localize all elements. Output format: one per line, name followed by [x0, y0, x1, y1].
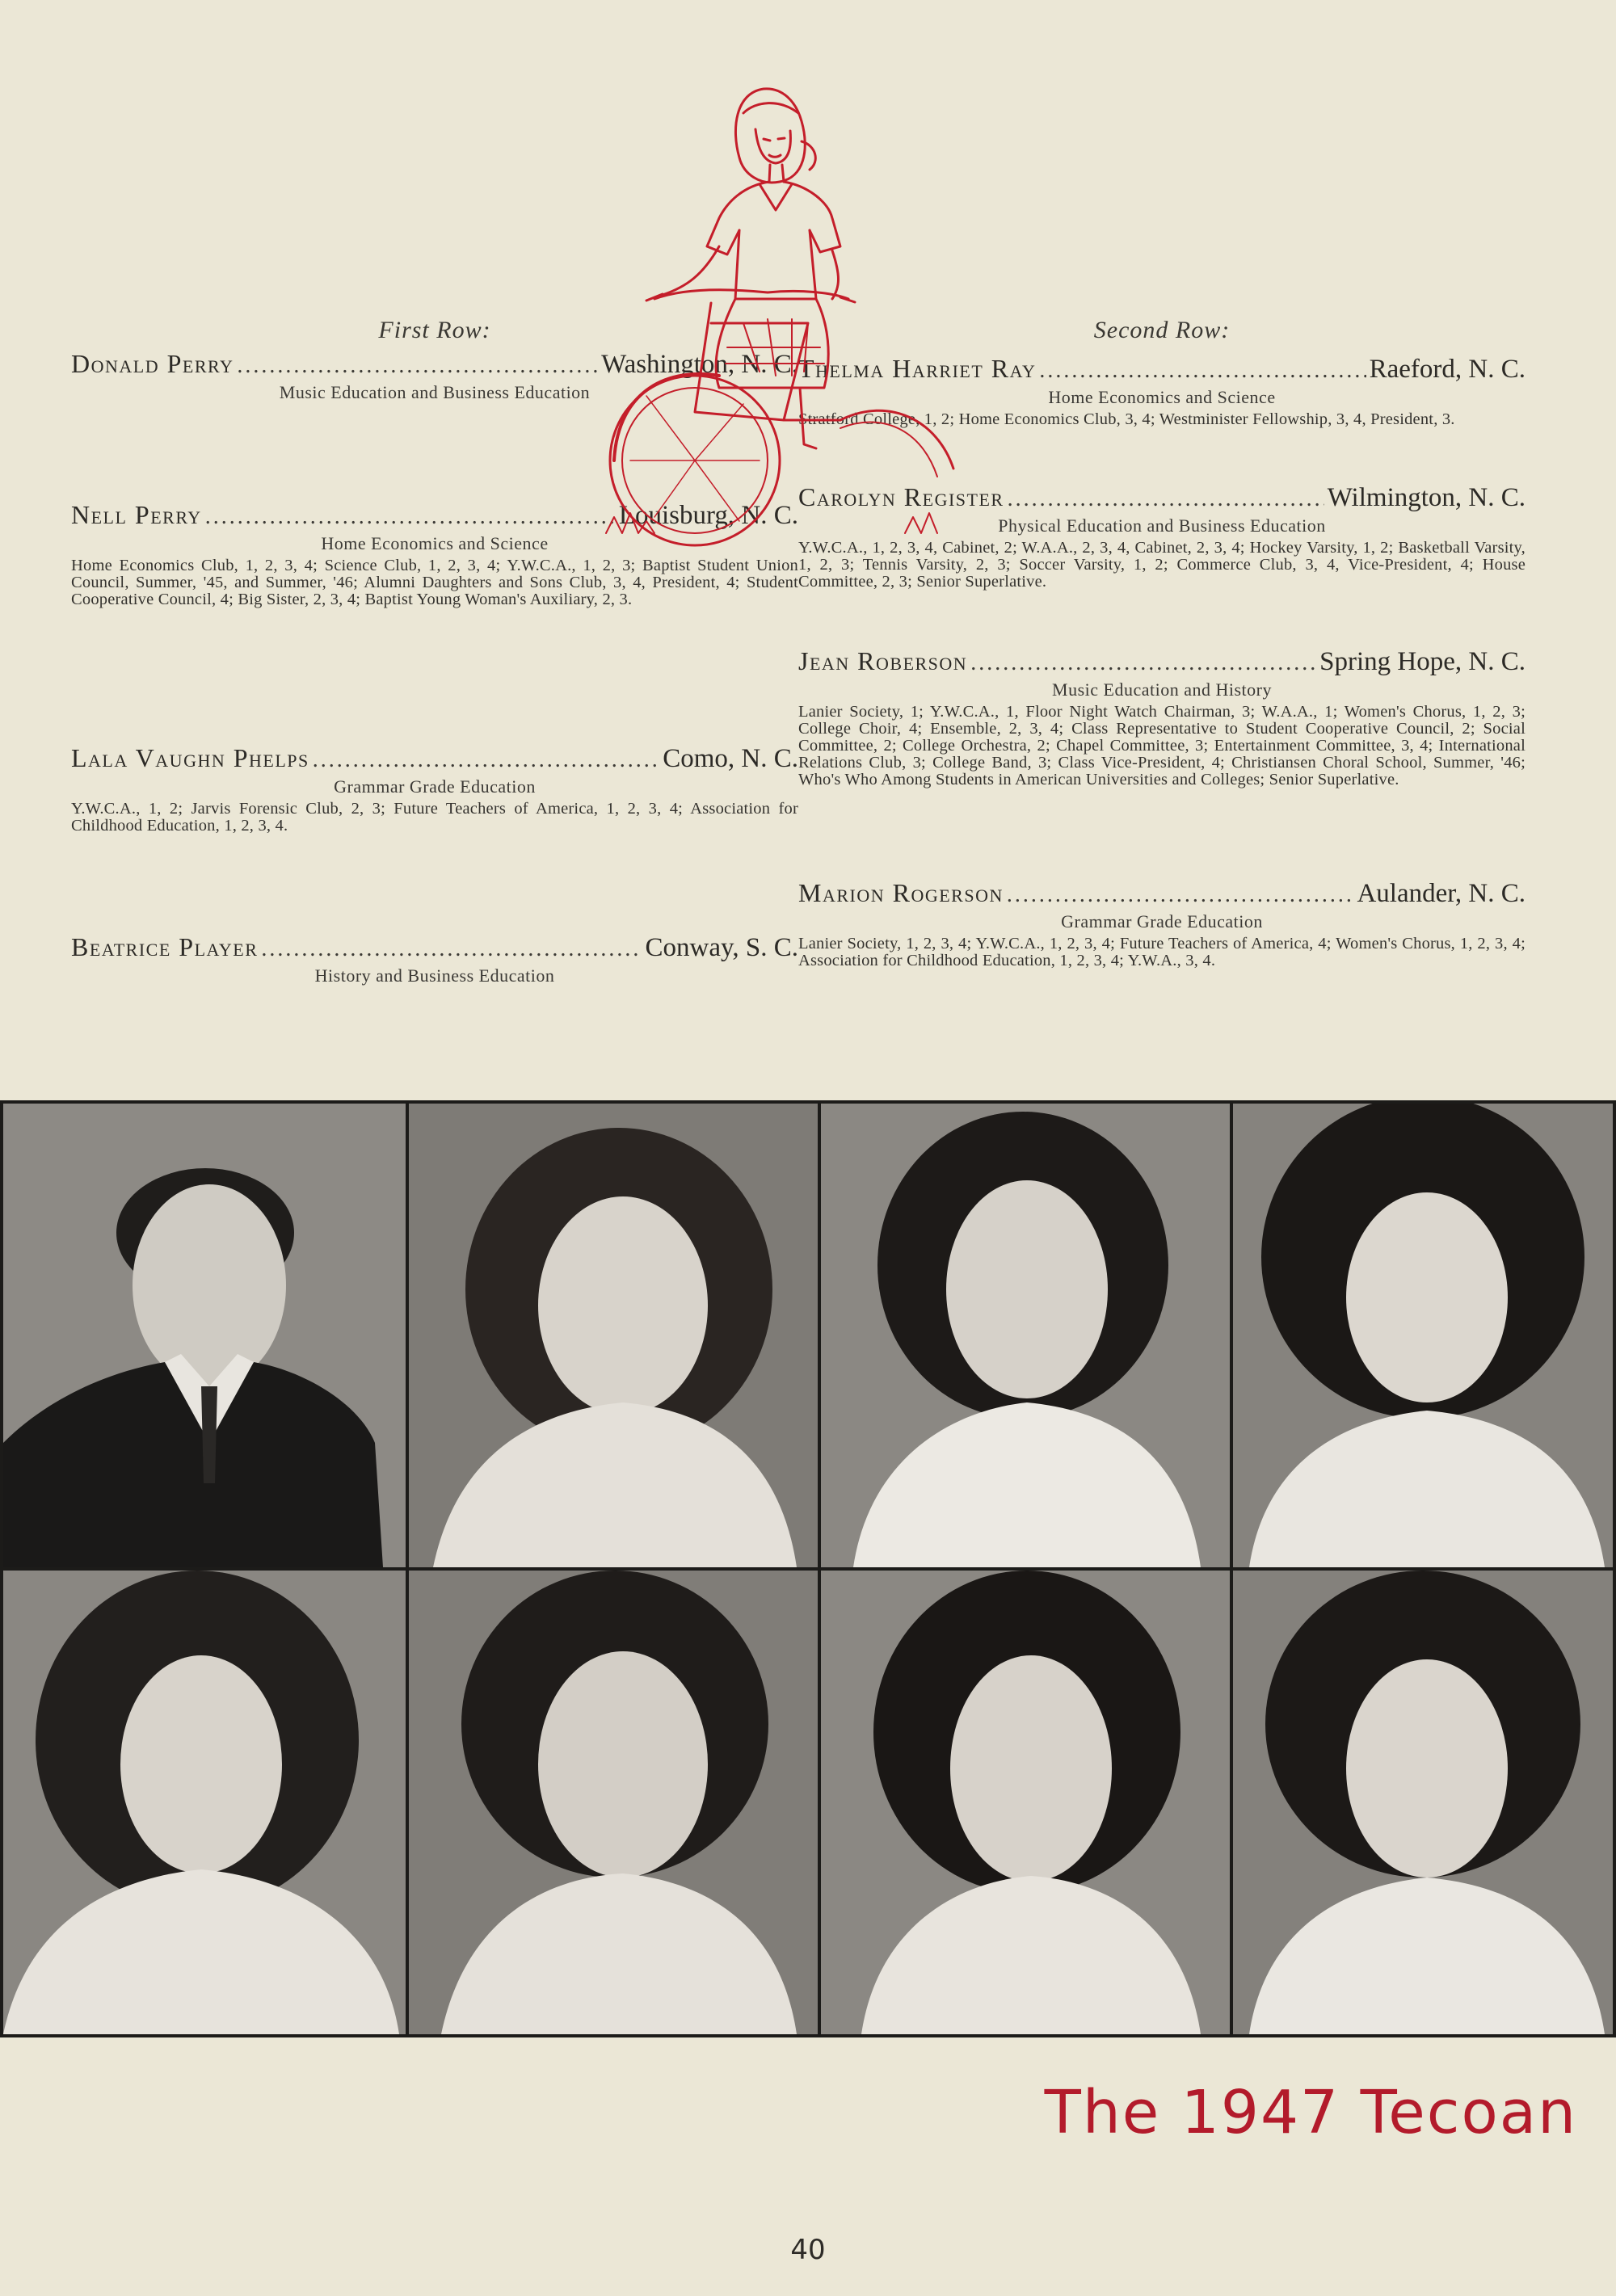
student-entry	[798, 645, 1526, 788]
portrait-photo	[821, 1571, 1230, 2034]
student-name: Carolyn Register	[798, 482, 1004, 511]
leader-dots	[261, 933, 642, 965]
woman-portrait-image	[409, 1104, 818, 1567]
student-hometown: Aulander, N. C.	[1357, 879, 1526, 908]
woman-portrait-image	[1233, 1571, 1613, 2034]
student-activities: Y.W.C.A., 1, 2, 3, 4, Cabinet, 2; W.A.A., 2, 3, 4, Cabinet, 2, 3, 4; Hockey Varsity, 1, 2; Basketball Varsity, 1, 2, 3; Tennis Varsity, 2, 3; Soccer Varsity, 1, 2; Commerce Club, 3, 4, Vice-President, 4; House Committee, 2, 3; Senior Superlative.	[798, 539, 1526, 591]
student-major: Grammar Grade Education	[1061, 911, 1263, 931]
student-name: Thelma Harriet Ray	[798, 354, 1037, 383]
yearbook-title: The 1947 Tecoan	[1044, 2078, 1577, 2147]
leader-dots	[1008, 483, 1324, 515]
student-hometown: Raeford, N. C.	[1369, 355, 1526, 384]
student-name: Jean Roberson	[798, 646, 968, 675]
portrait-photo	[1233, 1571, 1613, 2034]
student-name: Nell Perry	[71, 500, 202, 529]
leader-dots	[237, 350, 598, 382]
woman-portrait-image	[1233, 1104, 1613, 1567]
woman-portrait-image	[821, 1571, 1230, 2034]
student-major: Music Education and Business Education	[279, 382, 591, 402]
student-activities: Lanier Society, 1; Y.W.C.A., 1, Floor Night Watch Chairman, 3; W.A.A., 1; Women's Chorus, 1, 2, 3; College Choir, 4; Ensemble, 2, 3, 4; Class Representative to Student Cooperative Council, 2; Social Committee, 2; College Orchestra, 2; Chapel Committee, 3; Entertainment Committee, 3, 4; International Relations Club, 3; College Band, 3; Class Vice-President, 4; Christiansen Choral School, Summer, '46; Who's Who Among Students in American Universities and Colleges; Senior Superlative.	[798, 703, 1526, 788]
student-activities: Y.W.C.A., 1, 2; Jarvis Forensic Club, 2, 3; Future Teachers of America, 1, 2, 3, 4; Association for Childhood Education, 1, 2, 3, 4.	[71, 800, 798, 835]
student-name: Donald Perry	[71, 349, 234, 378]
student-major: Home Economics and Science	[1048, 387, 1276, 407]
portrait-photo	[821, 1104, 1230, 1567]
second-row-heading: Second Row:	[1093, 317, 1231, 343]
student-name: Beatrice Player	[71, 932, 259, 961]
first-row-heading: First Row:	[378, 317, 491, 343]
student-major: Home Economics and Science	[321, 533, 549, 553]
student-name: Lala Vaughn Phelps	[71, 743, 309, 772]
student-entry	[798, 877, 1526, 969]
student-major: Music Education and History	[1052, 679, 1272, 700]
man-suit-portrait-image	[3, 1104, 406, 1567]
portrait-photo	[3, 1104, 406, 1567]
student-hometown: Como, N. C.	[663, 744, 798, 773]
page-number: 40	[790, 2234, 826, 2266]
leader-dots	[970, 647, 1316, 679]
student-hometown: Spring Hope, N. C.	[1319, 647, 1526, 676]
student-major: Physical Education and Business Education	[998, 515, 1326, 536]
student-entry	[71, 742, 798, 835]
student-hometown: Conway, S. C.	[645, 933, 798, 962]
student-hometown: Louisburg, N. C.	[618, 501, 798, 530]
leader-dots	[1039, 355, 1366, 387]
student-activities: Lanier Society, 1, 2, 3, 4; Y.W.C.A., 1, 2, 3, 4; Future Teachers of America, 4; Women's Chorus, 1, 2, 3, 4; Association for Childhood Education, 1, 2, 3, 4; Y.W.A., 3, 4.	[798, 935, 1526, 969]
portrait-photo	[409, 1104, 818, 1567]
student-activities: Home Economics Club, 1, 2, 3, 4; Science Club, 1, 2, 3, 4; Y.W.C.A., 1, 2, 3; Baptist Student Union Council, Summer, '45, and Summer, '46; Alumni Daughters and Sons Club, 3, 4, President, 4; Student Cooperative Council, 4; Big Sister, 2, 3, 4; Baptist Young Woman's Auxiliary, 2, 3.	[71, 557, 798, 608]
student-major: Grammar Grade Education	[334, 776, 536, 797]
leader-dots	[1007, 879, 1354, 911]
student-activities: Stratford College, 1, 2; Home Economics Club, 3, 4; Westminister Fellowship, 3, 4, President, 3.	[798, 410, 1455, 428]
woman-portrait-image	[409, 1571, 818, 2034]
portrait-photo	[409, 1571, 818, 2034]
portrait-grid	[0, 1100, 1616, 2037]
bicycle-girl-illustration	[598, 81, 986, 566]
student-name: Marion Rogerson	[798, 878, 1004, 907]
student-hometown: Wilmington, N. C.	[1327, 483, 1526, 512]
leader-dots	[313, 744, 659, 776]
portrait-photo	[1233, 1104, 1613, 1567]
woman-portrait-image	[821, 1104, 1230, 1567]
woman-portrait-image	[3, 1571, 406, 2034]
student-hometown: Washington, N. C.	[601, 350, 798, 379]
leader-dots	[205, 501, 616, 533]
portrait-photo	[3, 1571, 406, 2034]
student-major: History and Business Education	[314, 965, 555, 986]
student-entry	[71, 931, 798, 986]
